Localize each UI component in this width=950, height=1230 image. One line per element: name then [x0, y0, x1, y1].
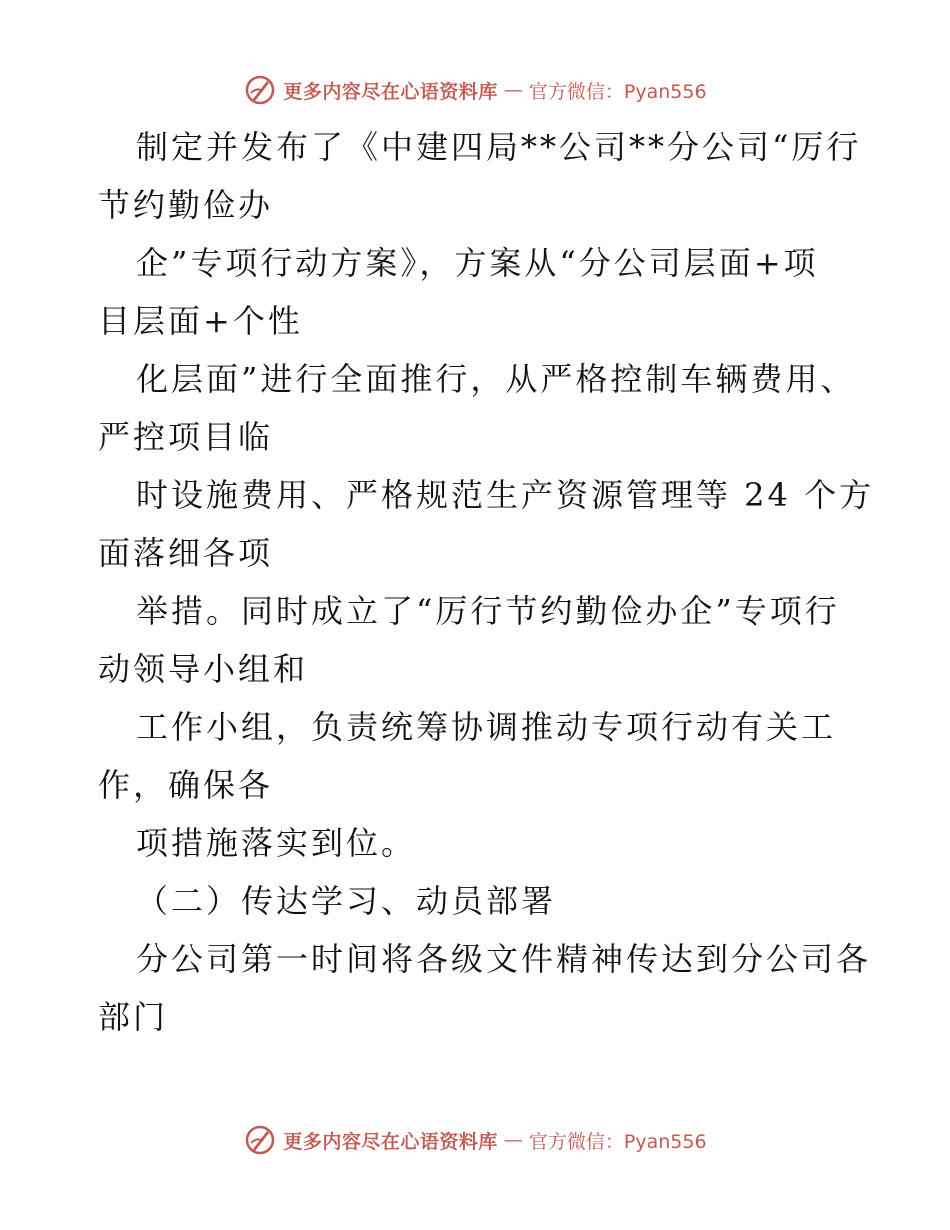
- watermark-separator: —: [503, 79, 523, 101]
- paragraph-line: 目层面+个性: [98, 302, 303, 340]
- header-watermark: [0, 70, 950, 110]
- quill-logo-icon: [243, 73, 277, 107]
- paragraph-line: 节约勤俭办: [98, 186, 274, 224]
- paragraph-line: 制定并发布了《中建四局**公司**分公司“厉行: [136, 128, 862, 166]
- paragraph-line: 分公司第一时间将各级文件精神传达到分公司各: [136, 940, 872, 978]
- paragraph-line: 项措施落实到位。: [136, 824, 417, 862]
- paragraph-line: 部门: [98, 998, 169, 1036]
- paragraph-line: 工作小组，负责统筹协调推动专项行动有关工: [136, 708, 837, 746]
- paragraph-line: （二）传达学习、动员部署: [136, 882, 557, 920]
- watermark-text: 更多内容尽在心语资料库: [283, 80, 498, 103]
- paragraph-line: 严控项目临: [98, 418, 274, 456]
- document-body: [98, 118, 875, 1046]
- paragraph-line: 动领导小组和: [98, 650, 309, 688]
- paragraph-line: 化层面”进行全面推行，从严格控制车辆费用、: [136, 360, 856, 398]
- paragraph-line: 企”专项行动方案》，方案从“分公司层面+项: [136, 244, 819, 282]
- watermark-contact: 官方微信：Pyan556: [528, 1130, 707, 1153]
- paragraph-line: 时设施费用、严格规范生产资源管理等 24 个方: [136, 476, 875, 514]
- watermark-separator: —: [503, 1129, 523, 1151]
- paragraph-line: 举措。同时成立了“厉行节约勤俭办企”专项行: [136, 592, 840, 630]
- watermark-contact: 官方微信：Pyan556: [528, 80, 707, 103]
- watermark-text: 更多内容尽在心语资料库: [283, 1130, 498, 1153]
- paragraph-line: 作，确保各: [98, 766, 274, 804]
- footer-watermark: [0, 1120, 950, 1160]
- paragraph-line: 面落细各项: [98, 534, 274, 572]
- quill-logo-icon: [243, 1123, 277, 1157]
